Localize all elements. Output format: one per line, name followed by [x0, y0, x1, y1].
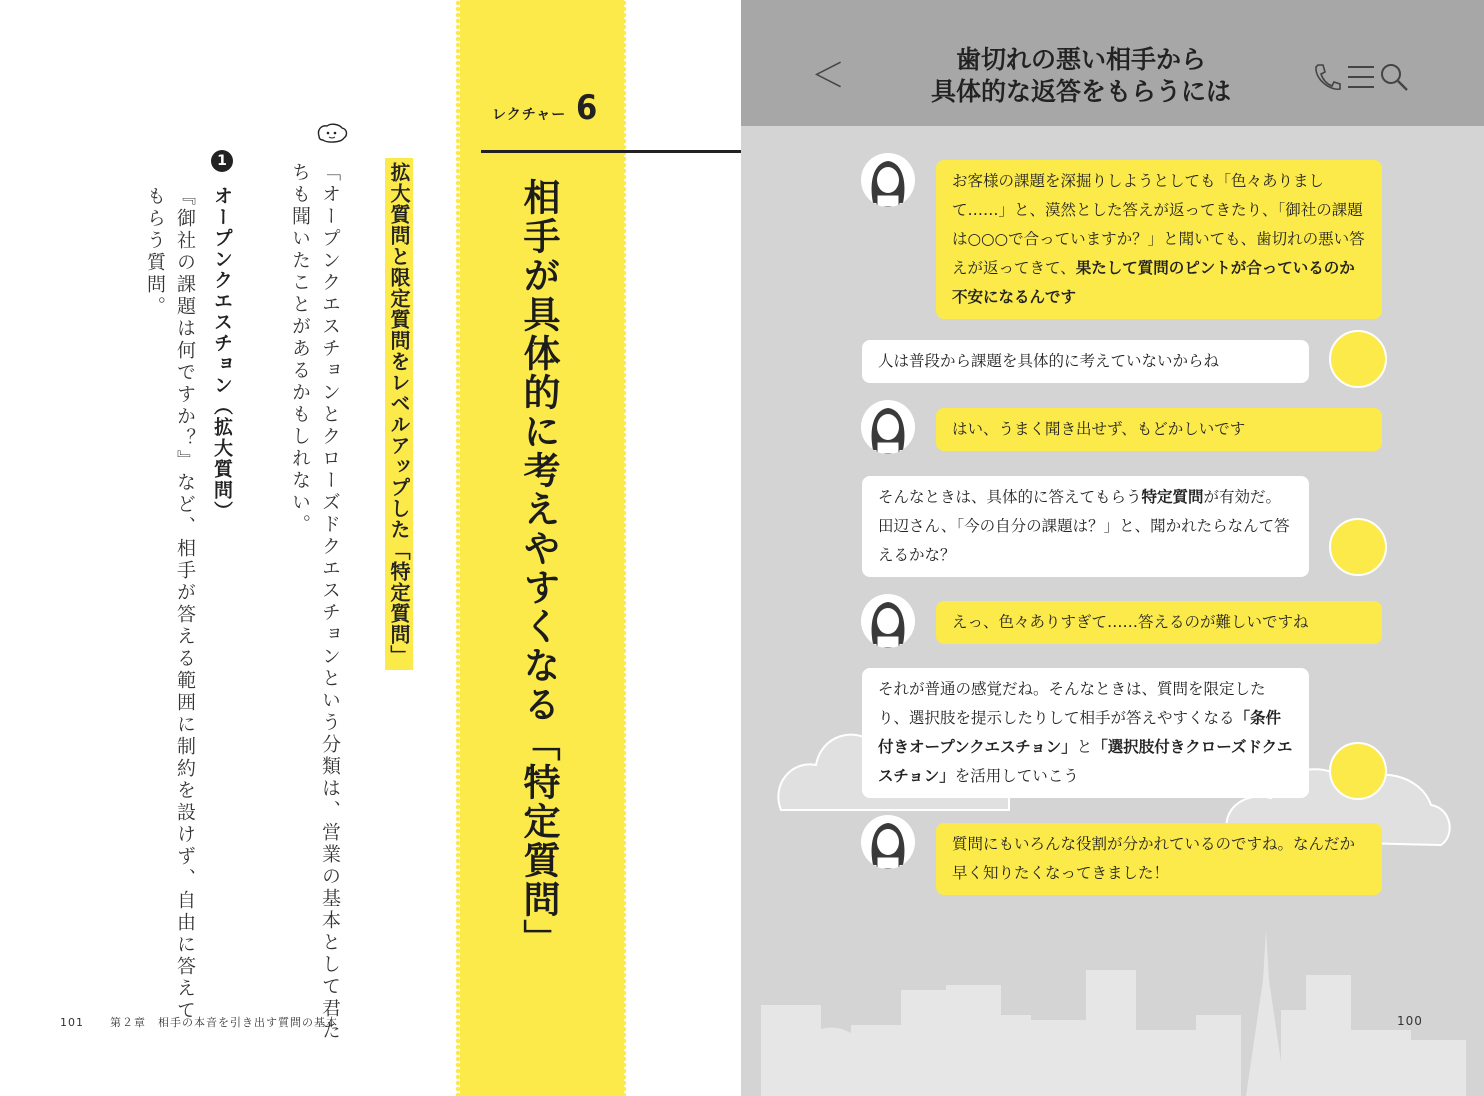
left-page [0, 0, 741, 1096]
teacher-avatar [1329, 518, 1387, 576]
teacher-avatar [1329, 330, 1387, 388]
message-bubble-teacher [862, 476, 1309, 577]
message-text: はい、うまく聞き出せず、もどかしいです [952, 420, 1246, 438]
back-button[interactable]: ＜ [811, 56, 845, 96]
city-skyline-illustration [741, 920, 1484, 1096]
open-question-heading [208, 186, 236, 522]
lecture-title: 相手が具体的に考えやすくなる「特定質問」 [517, 178, 560, 958]
band-edge-right [621, 0, 627, 1096]
chapter-title: 第２章 相手の本音を引き出す質問の基本 [110, 1016, 338, 1029]
message-bold-text-2: 「選択肢付きクローズドクエスチョン」 [878, 738, 1293, 785]
header-title [881, 44, 1281, 108]
oq-line-2: もらう質問。 [144, 186, 166, 318]
message-text-mid: と [1076, 738, 1093, 756]
left-footer [60, 1014, 338, 1030]
message-bold-text: 特定質問 [1141, 488, 1204, 506]
message-text: それが普通の感覚だね。そんなときは、質問を限定したり、選択肢を提示したりして相手が答えやすくなる [878, 680, 1266, 727]
band-edge-left [455, 0, 461, 1096]
sub-heading: 拡大質問と限定質問をレベルアップした「特定質問」 [385, 158, 413, 670]
message-bold-text: 果たして質問のピントが合っているのか不安になるんです [952, 259, 1355, 306]
right-page-chat-screen [741, 0, 1484, 1096]
message-bubble-student [936, 601, 1382, 644]
message-text: 人は普段から課題を具体的に考えていないからね [878, 352, 1220, 370]
title-rule [481, 150, 741, 153]
message-text-cont: を活用していこう [954, 767, 1079, 785]
message-bold-text: 「条件付きオープンクエスチョン」 [878, 709, 1282, 756]
message-text-cont: が有効だ。田辺さん、「今の自分の課題は？」と、聞かれたらなんて答えるかな？ [878, 488, 1290, 564]
mascot-face-icon [315, 122, 349, 144]
phone-icon[interactable] [1311, 60, 1341, 94]
oq-line-1: 『御社の課題は何ですか？』など、相手が答える範囲に制約を設けず、自由に答えて [174, 186, 196, 1022]
message-text: そんなときは、具体的に答えてもらう [878, 488, 1142, 506]
open-question-paragraph [140, 186, 200, 1022]
page-number-left: 101 [60, 1016, 84, 1029]
student-avatar [861, 153, 915, 207]
message-bubble-teacher [862, 340, 1309, 383]
intro-line-2: ちも聞いたことがあるかもしれない。 [289, 162, 311, 536]
message-bubble-teacher [862, 668, 1309, 798]
student-avatar [861, 594, 915, 648]
search-icon[interactable] [1379, 60, 1409, 94]
page-number-right: 100 [1397, 1014, 1423, 1028]
open-question-heading-text: オープンクエスチョン [211, 186, 233, 396]
lecture-number: 6 [576, 88, 598, 128]
message-bubble-student [936, 160, 1382, 319]
student-avatar [861, 400, 915, 454]
message-bubble-student [936, 823, 1382, 895]
lecture-label: レクチャー [492, 107, 567, 123]
bullet-number-badge: 1 [211, 150, 233, 172]
header-title-line-1: 歯切れの悪い相手から [955, 45, 1206, 74]
header-title-line-2: 具体的な返答をもらうには [930, 77, 1231, 106]
intro-line-1: 「オープンクエスチョンとクローズドクエスチョンという分類は、営業の基本として君た [319, 162, 341, 1042]
message-text: お客様の課題を深掘りしようとしても「色々ありまして……」と、漠然とした答えが返ってきたり、「御社の課題は○○○で合っていますか？」と聞いても、歯切れの悪い答えが返ってきて、 [952, 172, 1365, 277]
message-text: えっ、色々ありすぎて……答えるのが難しいですね [952, 613, 1309, 631]
message-text: 質問にもいろんな役割が分かれているのですね。なんだか早く知りたくなってきました！ [952, 835, 1356, 882]
menu-icon[interactable] [1346, 60, 1376, 94]
chat-header [741, 0, 1484, 126]
open-question-heading-sub: （拡大質問） [211, 396, 233, 522]
teacher-avatar [1329, 742, 1387, 800]
student-avatar [861, 815, 915, 869]
intro-paragraph [285, 162, 345, 1042]
message-bubble-student [936, 408, 1382, 451]
